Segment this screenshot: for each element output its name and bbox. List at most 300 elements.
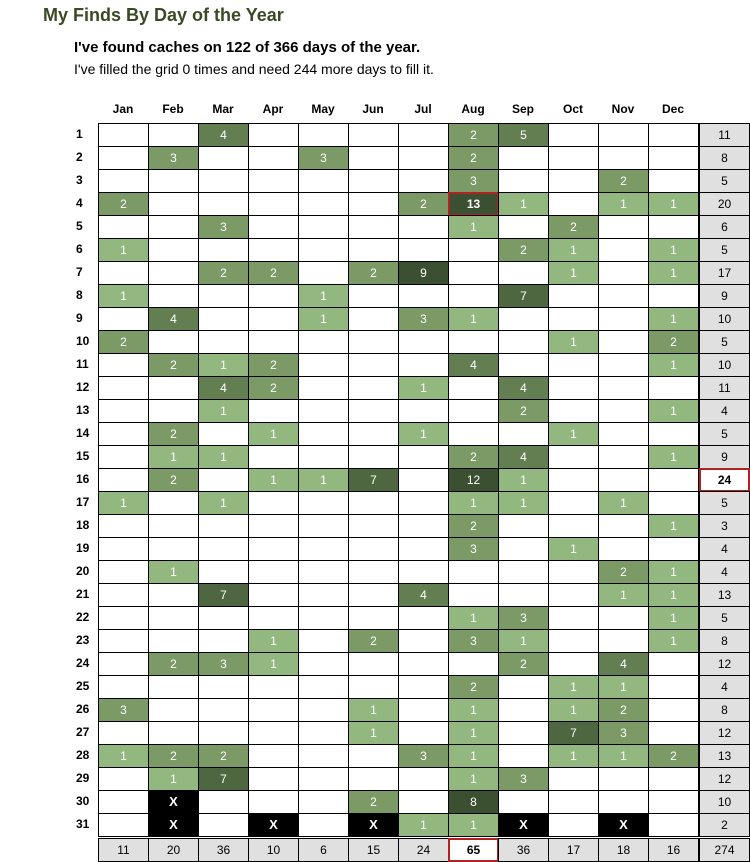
column-header-mar: Mar	[212, 102, 234, 116]
grid-cell: 12	[448, 468, 499, 492]
grid-cell: 7	[348, 468, 399, 492]
grid-cell	[348, 606, 399, 630]
grid-cell	[198, 238, 249, 262]
grid-cell	[398, 284, 449, 308]
grid-cell	[548, 767, 599, 791]
grid-cell	[598, 123, 649, 147]
grid-cell	[248, 721, 299, 745]
grid-cell	[98, 353, 149, 377]
grid-cell	[448, 261, 499, 285]
grid-cell	[398, 445, 449, 469]
grid-cell	[598, 284, 649, 308]
row-total: 9	[699, 445, 750, 469]
grid-cell	[298, 606, 349, 630]
grid-cell: 1	[598, 675, 649, 699]
grid-cell	[298, 192, 349, 216]
grid-cell: 1	[448, 744, 499, 768]
row-total: 4	[699, 537, 750, 561]
grid-cell: 2	[248, 353, 299, 377]
grid-cell: 1	[248, 652, 299, 676]
row-label-21: 21	[76, 587, 90, 601]
grid-cell	[398, 606, 449, 630]
grid-cell	[148, 721, 199, 745]
column-header-aug: Aug	[461, 102, 485, 116]
row-total: 3	[699, 514, 750, 538]
column-header-oct: Oct	[562, 102, 583, 116]
grid-cell: 2	[598, 698, 649, 722]
grid-cell	[548, 629, 599, 653]
grid-cell	[398, 238, 449, 262]
grid-cell: 1	[98, 744, 149, 768]
grid-cell	[248, 491, 299, 515]
grid-cell	[598, 422, 649, 446]
grid-cell: 1	[498, 192, 549, 216]
grid-cell: 3	[498, 767, 549, 791]
grid-cell: X	[598, 813, 649, 837]
grid-cell: 2	[448, 675, 499, 699]
grid-cell: 1	[398, 422, 449, 446]
grid-cell	[398, 698, 449, 722]
grid-cell: 1	[198, 445, 249, 469]
grid-cell: 2	[98, 330, 149, 354]
grid-cell: 1	[298, 468, 349, 492]
grid-cell	[298, 813, 349, 837]
grid-cell: 2	[148, 353, 199, 377]
grid-cell	[498, 261, 549, 285]
grid-cell	[248, 606, 299, 630]
grid-cell	[548, 790, 599, 814]
grid-cell	[198, 790, 249, 814]
grid-cell	[398, 537, 449, 561]
grid-cell	[648, 698, 699, 722]
grid-cell	[598, 629, 649, 653]
column-header-jun: Jun	[362, 102, 384, 116]
grid-cell	[98, 560, 149, 584]
grid-cell	[148, 192, 199, 216]
grid-cell: 1	[448, 307, 499, 331]
grid-cell	[498, 514, 549, 538]
grid-cell	[548, 583, 599, 607]
grid-cell: 1	[648, 261, 699, 285]
grid-cell	[598, 514, 649, 538]
row-label-29: 29	[76, 771, 90, 785]
row-total: 17	[699, 261, 750, 285]
row-label-10: 10	[76, 334, 90, 348]
grid-cell	[248, 215, 299, 239]
grid-cell	[398, 629, 449, 653]
grid-cell	[498, 675, 549, 699]
grid-cell	[98, 261, 149, 285]
grid-cell: 3	[398, 744, 449, 768]
grid-cell	[98, 468, 149, 492]
grid-cell: X	[248, 813, 299, 837]
grid-cell: 1	[448, 215, 499, 239]
summary-days-found: I've found caches on 122 of 366 days of the year.	[74, 39, 421, 56]
grid-cell	[648, 123, 699, 147]
row-total: 6	[699, 215, 750, 239]
grid-cell	[548, 468, 599, 492]
grid-cell	[298, 790, 349, 814]
grid-cell	[648, 790, 699, 814]
column-total: 24	[398, 838, 449, 862]
grid-cell	[198, 514, 249, 538]
row-label-17: 17	[76, 495, 90, 509]
grid-cell	[548, 123, 599, 147]
grid-cell	[248, 537, 299, 561]
grid-cell	[248, 583, 299, 607]
grid-cell: 1	[648, 629, 699, 653]
grid-cell: 2	[248, 376, 299, 400]
grid-cell	[248, 169, 299, 193]
grid-cell	[98, 537, 149, 561]
grid-cell	[348, 675, 399, 699]
row-label-28: 28	[76, 748, 90, 762]
grid-cell	[548, 606, 599, 630]
grid-cell	[598, 353, 649, 377]
grid-cell	[548, 169, 599, 193]
grid-cell: 1	[598, 744, 649, 768]
row-total: 8	[699, 629, 750, 653]
grid-cell	[198, 169, 249, 193]
grid-cell	[298, 652, 349, 676]
row-total: 5	[699, 238, 750, 262]
grid-cell	[98, 123, 149, 147]
page-title: My Finds By Day of the Year	[43, 5, 284, 25]
column-total: 17	[548, 838, 599, 862]
grid-cell	[348, 215, 399, 239]
grid-cell: 1	[548, 330, 599, 354]
grid-cell	[148, 215, 199, 239]
row-label-5: 5	[76, 219, 83, 233]
grid-cell: 1	[548, 537, 599, 561]
grid-cell	[148, 629, 199, 653]
grid-cell: 1	[648, 445, 699, 469]
grid-cell	[648, 215, 699, 239]
grid-cell	[348, 744, 399, 768]
grid-cell	[348, 192, 399, 216]
grid-cell	[348, 422, 399, 446]
grid-cell: 1	[148, 767, 199, 791]
row-label-26: 26	[76, 702, 90, 716]
grid-cell: 1	[198, 399, 249, 423]
grid-cell	[348, 767, 399, 791]
grid-cell	[598, 215, 649, 239]
grid-cell	[498, 583, 549, 607]
grid-cell	[248, 123, 299, 147]
grid-cell	[298, 399, 349, 423]
grid-cell: 2	[248, 261, 299, 285]
grid-cell: 1	[248, 468, 299, 492]
grid-cell: 4	[198, 376, 249, 400]
grid-cell	[148, 284, 199, 308]
grid-cell	[348, 537, 399, 561]
grid-cell: 1	[448, 698, 499, 722]
grid-cell	[148, 583, 199, 607]
grid-cell	[148, 238, 199, 262]
grid-cell: 4	[448, 353, 499, 377]
grid-cell	[98, 767, 149, 791]
grid-cell	[448, 399, 499, 423]
grid-cell	[648, 813, 699, 837]
grid-cell: 2	[498, 652, 549, 676]
grid-cell	[198, 146, 249, 170]
grid-cell: 8	[448, 790, 499, 814]
grid-cell	[248, 744, 299, 768]
grid-cell: 1	[98, 284, 149, 308]
grid-cell: 4	[498, 376, 549, 400]
row-total: 5	[699, 491, 750, 515]
row-label-24: 24	[76, 656, 90, 670]
grid-cell	[198, 721, 249, 745]
grid-cell: 1	[598, 583, 649, 607]
grid-cell	[598, 767, 649, 791]
grid-cell	[398, 353, 449, 377]
grid-cell: 3	[498, 606, 549, 630]
grid-cell	[98, 675, 149, 699]
row-label-2: 2	[76, 150, 83, 164]
grid-cell	[448, 238, 499, 262]
row-total: 5	[699, 330, 750, 354]
grid-cell	[98, 629, 149, 653]
column-total: 36	[198, 838, 249, 862]
row-label-13: 13	[76, 403, 90, 417]
grid-cell	[548, 514, 599, 538]
column-header-sep: Sep	[511, 102, 534, 116]
grid-cell: 2	[348, 790, 399, 814]
grid-cell	[448, 652, 499, 676]
row-label-27: 27	[76, 725, 90, 739]
grid-cell	[598, 537, 649, 561]
grid-cell	[548, 307, 599, 331]
grid-cell	[548, 192, 599, 216]
grid-cell: 1	[398, 813, 449, 837]
grid-cell: 1	[598, 192, 649, 216]
grid-cell	[298, 675, 349, 699]
grid-cell	[148, 698, 199, 722]
grid-cell	[248, 445, 299, 469]
grid-cell	[448, 376, 499, 400]
grid-cell	[148, 123, 199, 147]
grid-cell: 2	[98, 192, 149, 216]
grid-cell: 2	[498, 399, 549, 423]
grid-cell	[298, 123, 349, 147]
row-total: 2	[699, 813, 750, 837]
grid-cell: 4	[498, 445, 549, 469]
grid-cell: 4	[598, 652, 649, 676]
grid-cell: X	[148, 790, 199, 814]
grid-cell	[398, 169, 449, 193]
grid-cell	[298, 353, 349, 377]
row-label-30: 30	[76, 794, 90, 808]
grid-cell	[148, 491, 199, 515]
grid-cell	[148, 261, 199, 285]
grid-cell	[448, 560, 499, 584]
grid-cell	[448, 583, 499, 607]
grid-cell	[448, 330, 499, 354]
grid-cell: 1	[248, 629, 299, 653]
grid-cell: 2	[448, 514, 499, 538]
grid-cell	[648, 376, 699, 400]
grid-cell: 2	[348, 261, 399, 285]
grid-cell: 3	[198, 652, 249, 676]
grid-cell: 1	[198, 491, 249, 515]
grid-cell: 1	[498, 468, 549, 492]
grid-cell	[198, 629, 249, 653]
grid-cell: 1	[648, 399, 699, 423]
row-total: 11	[699, 376, 750, 400]
row-label-7: 7	[76, 265, 83, 279]
grid-cell: 2	[198, 744, 249, 768]
column-header-apr: Apr	[262, 102, 284, 116]
grid-cell	[298, 215, 349, 239]
grid-cell	[98, 399, 149, 423]
grid-cell	[298, 445, 349, 469]
grid-cell: 1	[648, 583, 699, 607]
grid-cell	[498, 721, 549, 745]
grid-cell	[98, 422, 149, 446]
grid-cell	[248, 560, 299, 584]
row-total: 12	[699, 652, 750, 676]
grid-cell: 3	[448, 169, 499, 193]
grid-cell	[498, 169, 549, 193]
grid-cell: 3	[148, 146, 199, 170]
grid-cell	[148, 376, 199, 400]
grid-cell: 1	[648, 353, 699, 377]
grid-cell	[248, 284, 299, 308]
grid-cell: 2	[198, 261, 249, 285]
grid-cell	[198, 284, 249, 308]
grid-cell	[248, 790, 299, 814]
column-total: 15	[348, 838, 399, 862]
row-total: 9	[699, 284, 750, 308]
grid-cell	[598, 468, 649, 492]
grid-cell: 1	[148, 445, 199, 469]
grid-cell	[598, 261, 649, 285]
grid-cell	[398, 767, 449, 791]
grid-cell	[348, 445, 399, 469]
grid-cell: 3	[298, 146, 349, 170]
grid-cell: 3	[448, 629, 499, 653]
row-total: 13	[699, 583, 750, 607]
grid-cell	[198, 537, 249, 561]
row-total: 8	[699, 146, 750, 170]
grid-cell	[348, 330, 399, 354]
grid-cell	[98, 652, 149, 676]
grid-cell	[498, 215, 549, 239]
grid-cell	[298, 169, 349, 193]
grid-cell: 2	[148, 652, 199, 676]
grid-cell	[98, 514, 149, 538]
grid-cell	[598, 606, 649, 630]
grid-cell	[548, 376, 599, 400]
grid-cell	[248, 330, 299, 354]
grid-cell	[148, 330, 199, 354]
grid-cell	[348, 284, 399, 308]
row-label-1: 1	[76, 127, 83, 141]
grid-cell: 1	[548, 422, 599, 446]
row-total: 5	[699, 606, 750, 630]
grid-cell	[98, 445, 149, 469]
grid-cell: 1	[548, 238, 599, 262]
grid-cell	[648, 169, 699, 193]
grid-cell	[148, 675, 199, 699]
row-label-11: 11	[76, 357, 89, 371]
grid-cell	[598, 238, 649, 262]
grid-cell	[148, 606, 199, 630]
grid-cell: 2	[348, 629, 399, 653]
grid-cell	[348, 307, 399, 331]
row-total: 10	[699, 307, 750, 331]
row-total: 5	[699, 422, 750, 446]
grid-cell	[498, 146, 549, 170]
column-total: 20	[148, 838, 199, 862]
grid-cell: 2	[598, 169, 649, 193]
grid-cell	[498, 307, 549, 331]
grid-cell	[398, 123, 449, 147]
row-total: 12	[699, 721, 750, 745]
grid-cell: 1	[98, 238, 149, 262]
grid-cell: 2	[148, 422, 199, 446]
row-label-19: 19	[76, 541, 90, 555]
grid-cell	[298, 422, 349, 446]
grid-cell	[498, 698, 549, 722]
grid-cell: 1	[648, 192, 699, 216]
row-label-9: 9	[76, 311, 83, 325]
grid-cell: 1	[448, 813, 499, 837]
row-label-15: 15	[76, 449, 90, 463]
grid-cell	[498, 560, 549, 584]
grid-cell	[498, 422, 549, 446]
grid-cell: 7	[198, 583, 249, 607]
grid-cell	[448, 284, 499, 308]
grid-cell	[248, 675, 299, 699]
grid-cell: 7	[548, 721, 599, 745]
grid-cell	[398, 491, 449, 515]
row-total: 12	[699, 767, 750, 791]
grid-cell	[198, 560, 249, 584]
grid-cell: 2	[648, 330, 699, 354]
grid-cell	[98, 169, 149, 193]
grid-cell: 1	[348, 721, 399, 745]
grid-cell	[148, 169, 199, 193]
grid-cell	[548, 445, 599, 469]
grid-cell	[198, 698, 249, 722]
grid-cell	[348, 652, 399, 676]
grid-cell	[198, 307, 249, 331]
grid-cell	[98, 146, 149, 170]
row-label-3: 3	[76, 173, 83, 187]
grid-cell	[298, 537, 349, 561]
grid-cell	[348, 169, 399, 193]
grid-cell: 1	[248, 422, 299, 446]
grid-cell: 2	[448, 146, 499, 170]
grid-cell	[548, 491, 599, 515]
grid-cell	[648, 767, 699, 791]
grid-cell: 1	[448, 721, 499, 745]
row-label-31: 31	[76, 817, 90, 831]
grid-cell: 1	[548, 261, 599, 285]
grid-cell	[298, 261, 349, 285]
grid-cell: 1	[648, 307, 699, 331]
grid-cell: 1	[648, 606, 699, 630]
grid-cell: 2	[148, 468, 199, 492]
grid-cell: 1	[348, 698, 399, 722]
grid-cell: X	[348, 813, 399, 837]
column-total: 36	[498, 838, 549, 862]
grid-cell: 2	[598, 560, 649, 584]
grid-cell	[248, 698, 299, 722]
row-total: 13	[699, 744, 750, 768]
